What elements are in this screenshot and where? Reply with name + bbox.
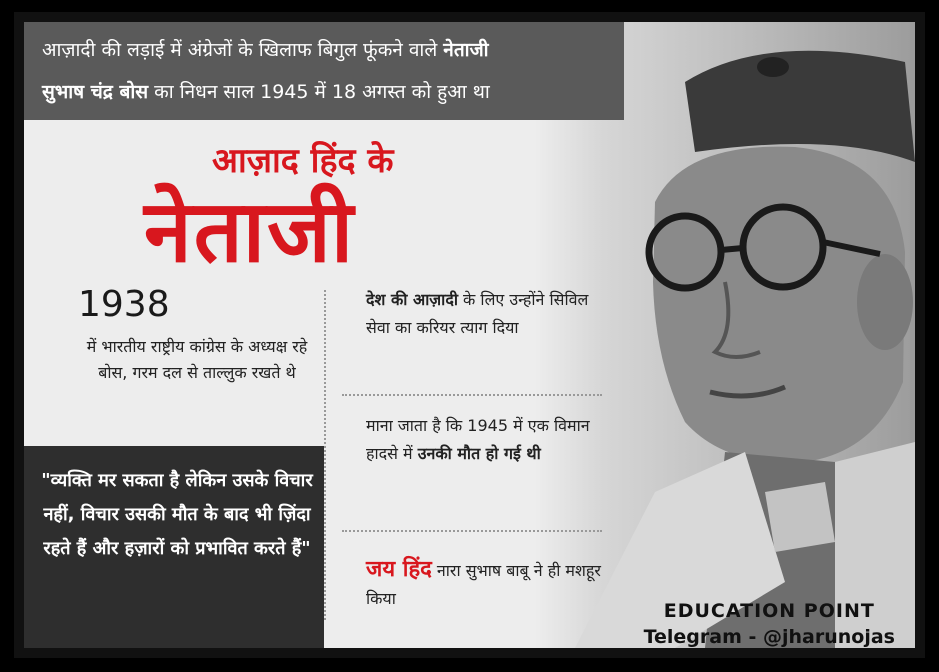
quote-box: [24, 446, 324, 648]
header-bold-name: सुभाष चंद्र बोस: [42, 81, 149, 103]
divider: [342, 394, 602, 396]
header-line-1: [42, 36, 489, 62]
branding: [644, 600, 895, 648]
fact-2-bold: उनकी मौत हो गई थी: [417, 444, 541, 463]
fact-1-text: के लिए उन्होंने सिविल सेवा का करियर त्याग दिया: [366, 290, 589, 337]
fact-2: [366, 412, 606, 468]
header-banner: [24, 22, 624, 120]
quote-text: "व्यक्ति मर सकता है लेकिन उसके विचार नहीं, विचार उसकी मौत के बाद भी ज़िंदा रहते हैं और हज़ारों को प्रभावित करते हैं": [41, 470, 313, 559]
telegram-handle: Telegram - @jharunojas: [643, 626, 895, 648]
title-top: आज़ाद हिंद के: [212, 141, 394, 181]
poster: [24, 22, 915, 648]
header-text: का निधन साल 1945 में 18 अगस्त को हुआ था: [148, 81, 490, 103]
header-line-2: [42, 78, 490, 104]
jai-hind-text: जय हिंद: [366, 557, 432, 582]
fact-2-text: माना जाता है कि 1945 में एक विमान हादसे में: [366, 416, 590, 463]
fact-year-text: में भारतीय राष्ट्रीय कांग्रेस के अध्यक्ष रहे बोस, गरम दल से ताल्लुक रखते थे: [86, 337, 308, 382]
fact-1: [366, 286, 606, 342]
fact-3: [366, 556, 606, 613]
divider: [342, 530, 602, 532]
title-main: नेताजी: [144, 181, 356, 282]
fact-1-bold: देश की आज़ादी: [366, 290, 458, 309]
brand-name: EDUCATION POINT: [663, 600, 875, 622]
fact-3-text: नारा सुभाष बाबू ने ही मशहूर किया: [366, 561, 601, 608]
header-text: आज़ादी की लड़ाई में अंग्रेजों के खिलाफ बिगुल फूंकने वाले: [42, 39, 444, 61]
header-bold-text: नेताजी: [443, 39, 489, 61]
vertical-divider: [324, 290, 326, 620]
fact-year: 1938: [78, 284, 170, 325]
